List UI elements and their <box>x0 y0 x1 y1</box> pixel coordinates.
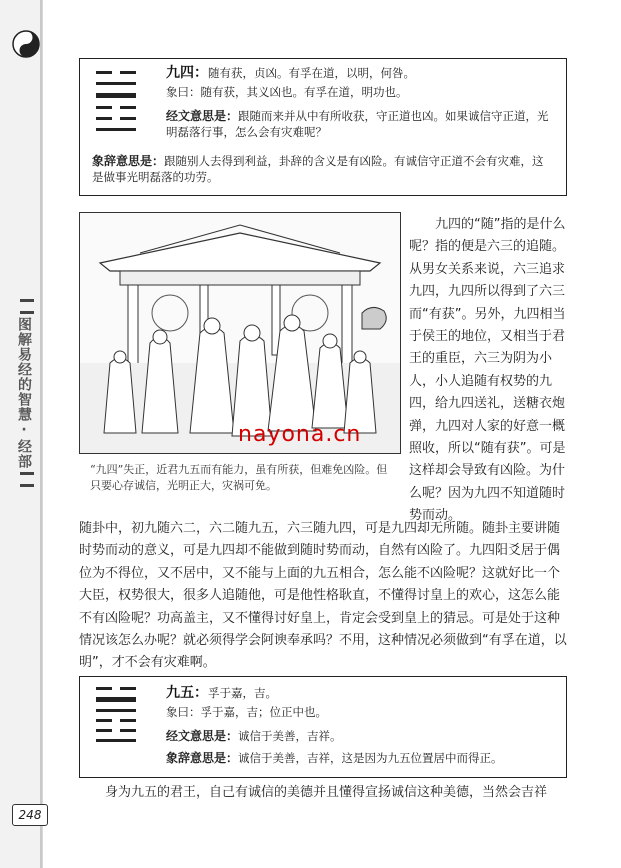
jingwen-line <box>166 728 554 744</box>
xiangci-line <box>92 153 554 185</box>
xiangci-label: 象辞意思是： <box>92 154 165 168</box>
hexagram-line <box>96 128 136 131</box>
hexagram-line <box>96 709 136 712</box>
right-column-paragraph: 九四的“随”指的是什么呢？指的便是六三的追随。从男女关系来说，六三追求九四，九四所以得到了六三而“有获”。另外，九四相当于侯王的地位，又相当于君王的重臣，六三为阴为小人，小人追随有权势的九四，给九四送礼，送糖衣炮弹，九四对人家的好意一概照收，所以“随有获”。可是这样却会导致有凶险。为什么呢？因为九四不知道随时势而动。 <box>409 217 566 524</box>
jingwen-text: 跟随而来并从中有所收获，守正道也凶。如果诚信守正道，光明磊落行事，怎么会有灾难呢？ <box>166 109 549 139</box>
jingwen-label: 经文意思是： <box>166 729 239 743</box>
page-number: 248 <box>12 804 48 826</box>
yao-text: 孚于嘉，吉。 <box>208 686 277 700</box>
illustration-court-scene <box>79 212 401 454</box>
xiangci-label: 象辞意思是： <box>166 751 239 765</box>
jingwen-text: 诚信于美善，吉祥。 <box>238 729 342 743</box>
xiangci-line <box>166 750 554 766</box>
yao-text-block <box>166 685 554 766</box>
hexagram-line <box>96 71 136 74</box>
main-paragraph: 随卦中，初九随六二，六二随九五，六三随九四，可是九四却无所随。随卦主要讲随时势而动的意义，可是九四却不能做到随时势而动，自然有凶险了。九四阳爻居于偶位为不得位，又不居中，又不能与上面的九五相合，怎么能不凶险呢？这就好比一个大臣，权势很大，很多人追随他，可是他性格耿直，不懂得讨皇上的欢心，这怎么能不有凶险呢？功高盖主，又不懂得讨好皇上，肯定会受到皇上的猜忌。可是处于这种情况该怎么办呢？就必须得学会阿谀奉承吗？不用，这种情况必须做到“有孚在道，以明”，才不会有灾难啊。 <box>79 521 567 671</box>
yao-box-nine-four <box>79 58 567 196</box>
xiang-line <box>166 84 554 100</box>
yao-name: 九五： <box>166 685 208 701</box>
xiang-label: 象曰： <box>166 705 201 719</box>
hexagram-line <box>96 106 136 109</box>
hexagram-line <box>96 719 136 722</box>
hexagram-sui <box>96 71 136 139</box>
xiang-label: 象曰： <box>166 85 201 99</box>
hexagram-line <box>96 117 136 120</box>
xiang-text: 随有获，其义凶也。有孚在道，明功也。 <box>200 85 408 99</box>
sidebar-divider <box>40 0 42 868</box>
hexagram-line <box>96 739 136 742</box>
xiang-text: 孚于嘉，吉；位正中也。 <box>200 705 327 719</box>
yao-text: 随有获，贞凶。有孚在道，以明，何咎。 <box>208 66 415 80</box>
xiangci-text: 诚信于美善，吉祥，这是因为九五位置居中而得正。 <box>238 751 503 765</box>
court-scene-drawing <box>80 213 400 453</box>
hexagram-line-highlighted <box>96 697 136 702</box>
illustration-caption: “九四”失正，近君九五而有能力，虽有所获，但难免凶险。但只要心存诚信，光明正大，灾祸可免。 <box>90 463 388 492</box>
hexagram-line-highlighted <box>96 93 136 98</box>
yin-yang-icon <box>12 30 40 58</box>
jingwen-line <box>166 108 554 140</box>
hexagram-line <box>96 729 136 732</box>
title-bracket-bottom <box>20 472 34 487</box>
watermark-text: nayona.cn <box>238 422 362 447</box>
hexagram-line <box>96 687 136 690</box>
bottom-paragraph: 身为九五的君王，自己有诚信的美德并且懂得宣扬诚信这种美德，当然会吉祥 <box>105 785 548 800</box>
hexagram-sui <box>96 687 136 742</box>
yao-box-nine-five <box>79 676 567 778</box>
xiang-line <box>166 704 554 720</box>
vertical-section-title: 图解易经的智慧·经部 <box>16 317 32 469</box>
yao-text-block <box>166 65 554 140</box>
yao-line <box>166 685 554 701</box>
jingwen-label: 经文意思是： <box>166 109 239 123</box>
yao-line <box>166 65 554 81</box>
xiangci-text: 跟随别人去得到利益，卦辞的含义是有凶险。有诚信守正道不会有灾难，这是做事光明磊落的功劳。 <box>92 154 544 184</box>
hexagram-line <box>96 82 136 85</box>
title-bracket-top <box>20 299 34 314</box>
yao-name: 九四： <box>166 65 208 81</box>
vertical-title-block <box>14 296 40 490</box>
